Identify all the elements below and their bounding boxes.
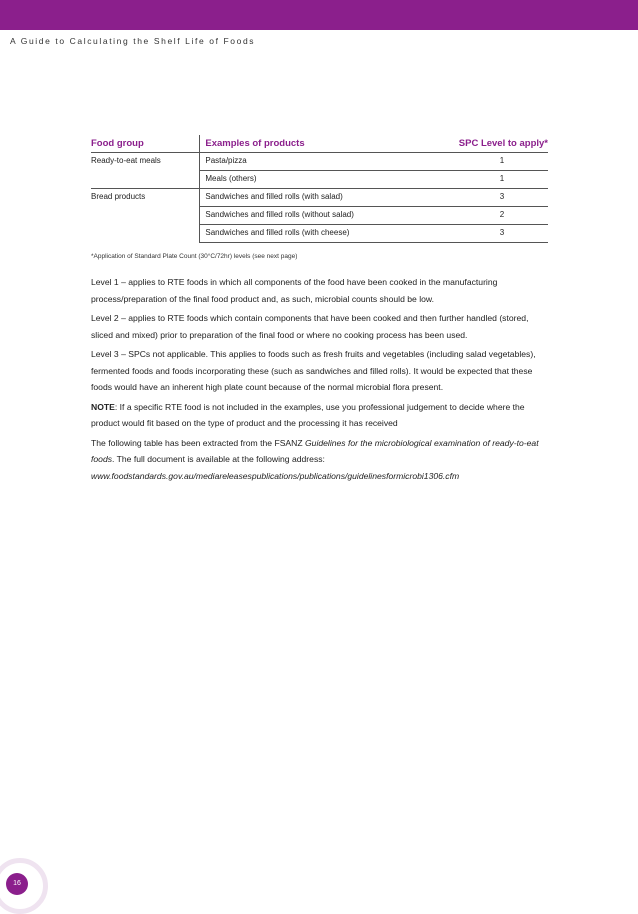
extract-pre: The following table has been extracted from the FSANZ: [91, 437, 305, 448]
cell-product: Meals (others): [200, 171, 456, 189]
cell-product: Sandwiches and filled rolls (without salad): [200, 207, 456, 225]
level2-text: Level 2 – applies to RTE foods which contain components that have been cooked and then further handled (stored, sliced and mixed) prior to preparation of the final food or where no cooking process has been used.: [91, 313, 529, 340]
cell-level: 1: [456, 153, 548, 171]
cell-level: 1: [456, 171, 548, 189]
table-row: [91, 189, 548, 207]
running-title: A Guide to Calculating the Shelf Life of Foods: [10, 36, 256, 46]
extract-paragraph: [91, 435, 548, 485]
page-content: [91, 135, 548, 487]
level1-text: Level 1 – applies to RTE foods in which all components of the food have been cooked in the manufacturing process/preparation of the final food product and, as such, microbial counts should be low.: [91, 277, 498, 304]
table-row: [91, 153, 548, 171]
cell-level: 2: [456, 207, 548, 225]
document-url[interactable]: www.foodstandards.gov.au/mediareleasespublications/publications/guidelinesformicrobi1306.cfm: [91, 470, 460, 481]
note-paragraph: [91, 399, 548, 432]
level1-paragraph: [91, 274, 548, 307]
table-row: [91, 171, 548, 189]
header-food-group: Food group: [91, 135, 200, 153]
cell-level: 3: [456, 189, 548, 207]
cell-food-group: Bread products: [91, 192, 146, 201]
note-label: NOTE: [91, 401, 115, 412]
spc-table: [91, 135, 548, 243]
table-row: [91, 207, 548, 225]
header-examples: Examples of products: [200, 135, 456, 153]
cell-food-group: Ready-to-eat meals: [91, 156, 161, 165]
page-number: 16: [6, 873, 28, 895]
note-text: : If a specific RTE food is not included in the examples, use you professional judgement to decide where the product would fit based on the type of product and the processing it has received: [91, 401, 525, 428]
extract-post: . The full document is available at the following address:: [112, 454, 325, 464]
cell-level: 3: [456, 225, 548, 243]
table-footnote: *Application of Standard Plate Count (30°C/72hr) levels (see next page): [91, 253, 298, 260]
cell-product: Sandwiches and filled rolls (with cheese): [200, 225, 456, 243]
cell-product: Pasta/pizza: [200, 153, 456, 171]
level3-text: Level 3 – SPCs not applicable. This applies to foods such as fresh fruits and vegetables (including salad vegetables), fermented foods and foods incorporating these (such as sandwiches and filled rolls). It would be expected that these foods would have an inherent high plate count because of the normal microbial flora present.: [91, 349, 536, 392]
level3-paragraph: [91, 346, 548, 396]
header-bar: [0, 0, 638, 30]
cell-food-group: [91, 225, 200, 243]
cell-food-group: [91, 171, 200, 189]
table-header-row: [91, 135, 548, 153]
level2-paragraph: [91, 310, 548, 343]
cell-product: Sandwiches and filled rolls (with salad): [200, 189, 456, 207]
guidelines-title: Guidelines for the microbiological examination of ready-to-eat foods: [91, 437, 539, 464]
header-spc-level: SPC Level to apply*: [456, 135, 548, 153]
table-row: [91, 225, 548, 243]
cell-food-group: [91, 207, 200, 225]
